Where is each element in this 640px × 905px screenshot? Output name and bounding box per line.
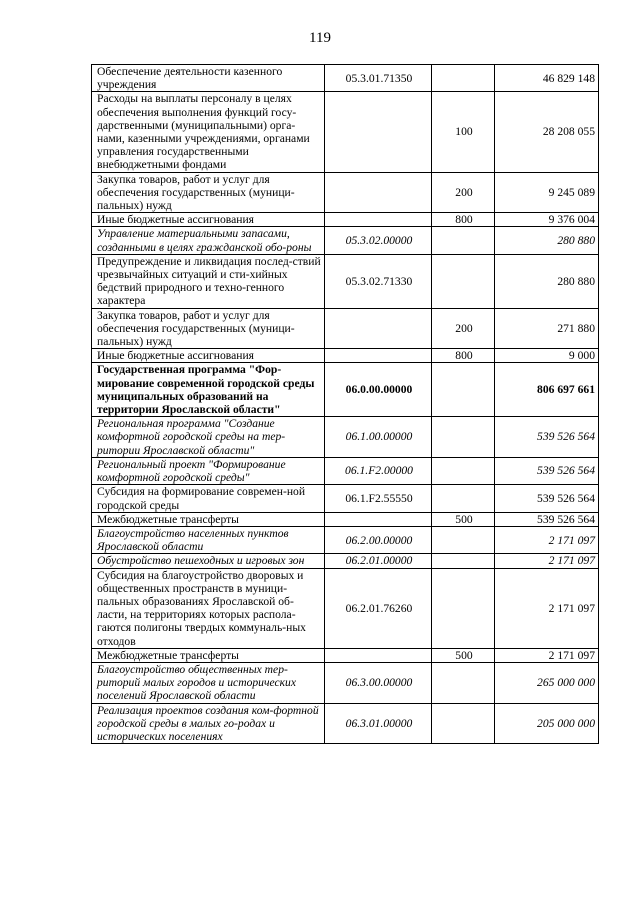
item-name-cell: Государственная программа "Фор-мирование современной городской среды муниципальных образований на территории Ярославской области" xyxy=(92,363,325,417)
table-row xyxy=(92,92,599,172)
item-name-cell: Межбюджетные трансферты xyxy=(92,648,325,662)
table-row xyxy=(92,568,599,648)
page-number: 119 xyxy=(309,30,331,46)
table-row xyxy=(92,512,599,526)
item-name-cell: Обеспечение деятельности казенного учреждения xyxy=(92,65,325,92)
table-row xyxy=(92,485,599,512)
expense-type-cell: 200 xyxy=(432,308,495,349)
expense-type-cell: 500 xyxy=(432,512,495,526)
item-name-cell: Иные бюджетные ассигнования xyxy=(92,349,325,363)
table-row xyxy=(92,526,599,553)
amount-cell: 2 171 097 xyxy=(495,648,599,662)
target-code-cell: 06.2.00.00000 xyxy=(325,526,432,553)
table-row xyxy=(92,172,599,213)
expense-type-cell: 100 xyxy=(432,92,495,172)
target-code-cell: 06.1.F2.55550 xyxy=(325,485,432,512)
target-code-cell: 05.3.01.71350 xyxy=(325,65,432,92)
expense-type-cell xyxy=(432,227,495,254)
item-name-cell: Межбюджетные трансферты xyxy=(92,512,325,526)
expense-type-cell xyxy=(432,526,495,553)
amount-cell: 46 829 148 xyxy=(495,65,599,92)
amount-cell: 205 000 000 xyxy=(495,703,599,744)
table-row xyxy=(92,417,599,458)
table-row xyxy=(92,554,599,568)
item-name-cell: Региональный проект "Формирование комфортной городской среды" xyxy=(92,457,325,484)
amount-cell: 539 526 564 xyxy=(495,457,599,484)
amount-cell: 9 376 004 xyxy=(495,213,599,227)
target-code-cell xyxy=(325,172,432,213)
item-name-cell: Управление материальными запасами, созданными в целях гражданской обо-роны xyxy=(92,227,325,254)
table-row xyxy=(92,254,599,308)
amount-cell: 271 880 xyxy=(495,308,599,349)
target-code-cell: 06.0.00.00000 xyxy=(325,363,432,417)
item-name-cell: Субсидия на формирование современ-ной городской среды xyxy=(92,485,325,512)
target-code-cell: 06.2.01.00000 xyxy=(325,554,432,568)
target-code-cell: 06.1.F2.00000 xyxy=(325,457,432,484)
item-name-cell: Субсидия на благоустройство дворовых и общественных пространств в муници-пальных образованиях Ярославской об-ласти, на территориях которых распола-гаются полигоны твердых коммуналь-ных отходов xyxy=(92,568,325,648)
table-row xyxy=(92,65,599,92)
amount-cell: 9 245 089 xyxy=(495,172,599,213)
item-name-cell: Предупреждение и ликвидация послед-ствий чрезвычайных ситуаций и сти-хийных бедствий природного и техно-генного характера xyxy=(92,254,325,308)
table-row xyxy=(92,213,599,227)
amount-cell: 9 000 xyxy=(495,349,599,363)
table-row xyxy=(92,227,599,254)
target-code-cell: 06.2.01.76260 xyxy=(325,568,432,648)
item-name-cell: Региональная программа "Создание комфортной городской среды на тер-ритории Ярославской области" xyxy=(92,417,325,458)
expense-type-cell xyxy=(432,417,495,458)
expense-type-cell xyxy=(432,554,495,568)
expense-type-cell: 500 xyxy=(432,648,495,662)
table-row xyxy=(92,349,599,363)
target-code-cell: 05.3.02.71330 xyxy=(325,254,432,308)
expense-type-cell xyxy=(432,662,495,703)
item-name-cell: Благоустройство населенных пунктов Ярославской области xyxy=(92,526,325,553)
budget-table xyxy=(91,64,599,744)
amount-cell: 539 526 564 xyxy=(495,485,599,512)
target-code-cell: 06.3.00.00000 xyxy=(325,662,432,703)
expense-type-cell xyxy=(432,703,495,744)
expense-type-cell xyxy=(432,568,495,648)
item-name-cell: Иные бюджетные ассигнования xyxy=(92,213,325,227)
expense-type-cell xyxy=(432,65,495,92)
table-row xyxy=(92,457,599,484)
target-code-cell xyxy=(325,512,432,526)
table-row xyxy=(92,648,599,662)
target-code-cell: 05.3.02.00000 xyxy=(325,227,432,254)
amount-cell: 539 526 564 xyxy=(495,417,599,458)
expense-type-cell xyxy=(432,363,495,417)
expense-type-cell: 200 xyxy=(432,172,495,213)
item-name-cell: Реализация проектов создания ком-фортной городской среды в малых го-родах и исторических поселениях xyxy=(92,703,325,744)
budget-table-body xyxy=(92,65,599,744)
target-code-cell xyxy=(325,213,432,227)
table-row xyxy=(92,308,599,349)
expense-type-cell xyxy=(432,254,495,308)
table-row xyxy=(92,363,599,417)
amount-cell: 539 526 564 xyxy=(495,512,599,526)
amount-cell: 2 171 097 xyxy=(495,526,599,553)
table-row xyxy=(92,662,599,703)
amount-cell: 280 880 xyxy=(495,227,599,254)
target-code-cell xyxy=(325,308,432,349)
amount-cell: 265 000 000 xyxy=(495,662,599,703)
expense-type-cell: 800 xyxy=(432,349,495,363)
expense-type-cell xyxy=(432,485,495,512)
target-code-cell xyxy=(325,648,432,662)
expense-type-cell xyxy=(432,457,495,484)
amount-cell: 280 880 xyxy=(495,254,599,308)
amount-cell: 806 697 661 xyxy=(495,363,599,417)
item-name-cell: Расходы на выплаты персоналу в целях обеспечения выполнения функций госу-дарственными (муниципальными) орга-нами, казенными учреждениями, органами управления государственными внебюджетными фондами xyxy=(92,92,325,172)
amount-cell: 28 208 055 xyxy=(495,92,599,172)
item-name-cell: Благоустройство общественных тер-риторий малых городов и исторических поселений Ярославской области xyxy=(92,662,325,703)
expense-type-cell: 800 xyxy=(432,213,495,227)
amount-cell: 2 171 097 xyxy=(495,568,599,648)
item-name-cell: Закупка товаров, работ и услуг для обеспечения государственных (муници-пальных) нужд xyxy=(92,172,325,213)
target-code-cell xyxy=(325,349,432,363)
target-code-cell: 06.1.00.00000 xyxy=(325,417,432,458)
item-name-cell: Обустройство пешеходных и игровых зон xyxy=(92,554,325,568)
amount-cell: 2 171 097 xyxy=(495,554,599,568)
target-code-cell xyxy=(325,92,432,172)
target-code-cell: 06.3.01.00000 xyxy=(325,703,432,744)
item-name-cell: Закупка товаров, работ и услуг для обеспечения государственных (муници-пальных) нужд xyxy=(92,308,325,349)
table-row xyxy=(92,703,599,744)
